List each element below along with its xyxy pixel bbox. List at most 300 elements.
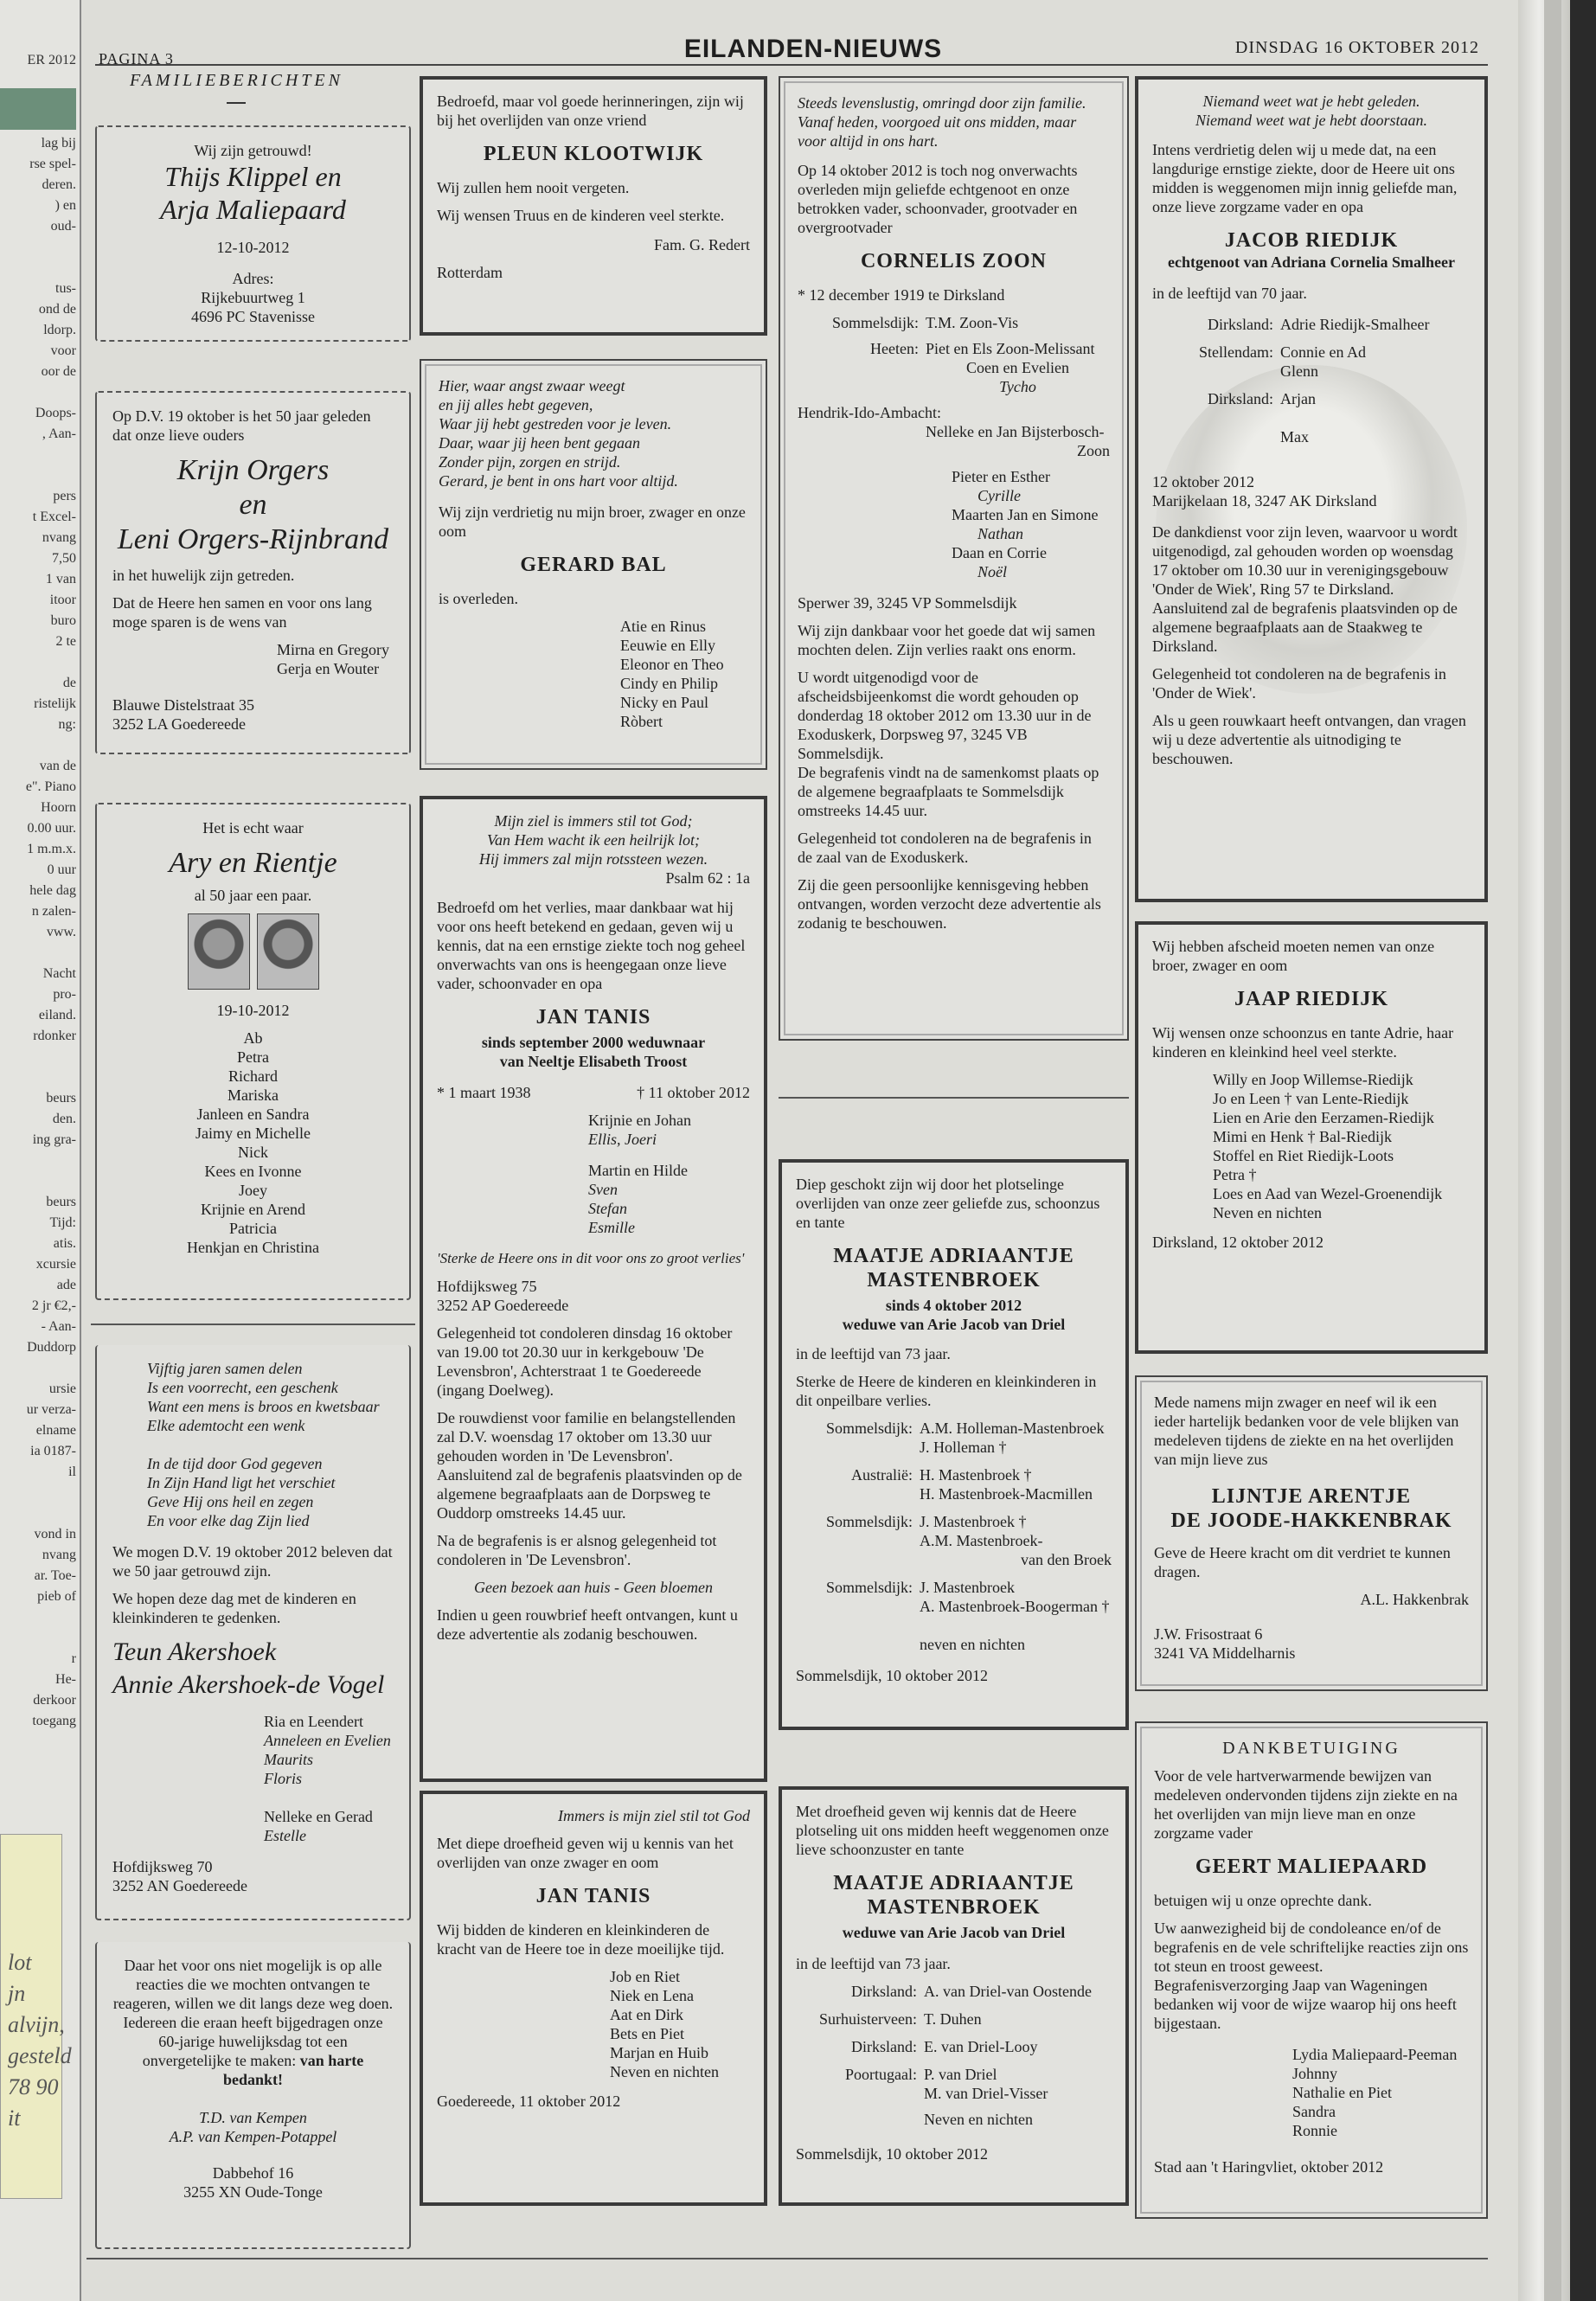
cornelis-addr: Sperwer 39, 3245 VP Sommelsdijk xyxy=(798,594,1017,612)
cornelis-poem-line: Steeds levenslustig, omringd door zijn familie. xyxy=(798,94,1086,112)
kempen-name-1: T.D. van Kempen xyxy=(199,2109,307,2126)
tanis-poem-line: Van Hem wacht ik een heilrijk lot; xyxy=(487,831,700,849)
previous-page-line: voor xyxy=(50,343,76,358)
tanis2-family-member: Marjan en Huib xyxy=(610,2044,708,2061)
gerard-name: GERARD BAL xyxy=(520,554,667,576)
maatje2-members xyxy=(924,2065,1112,2103)
orgers-intro: Op D.V. 19 oktober is het 50 jaar geleden dat onze lieve ouders xyxy=(112,407,371,444)
maatje1-place: Sommelsdijk: xyxy=(825,1420,913,1437)
maatje2-age: in de leeftijd van 73 jaar. xyxy=(796,1955,951,1972)
previous-page-line: xcursie xyxy=(35,1257,76,1272)
previous-page-line: Hoorn xyxy=(41,800,76,815)
orgers-kid: Gerja en Wouter xyxy=(277,660,380,677)
previous-page-strip xyxy=(0,0,81,2301)
previous-page-line xyxy=(26,465,76,486)
maatje1-place: Australië: xyxy=(851,1466,913,1484)
orgers-addr-1: Blauwe Distelstraat 35 xyxy=(112,696,254,714)
jacob-p1: De dankdienst voor zijn leven, waarvoor u wordt uitgenodigd, zal gehouden worden op woensdag 17 oktober om 10.30 uur in verenigingsgebouw 'Onder de Wiek', Ring 57 te Dirksland. Aansluitend zal de begrafenis plaatsvinden op de algemene begraafplaats aan de Staakweg te Dirksland. xyxy=(1152,523,1458,655)
tanis2-family-member: Aat en Dirk xyxy=(610,2006,683,2023)
previous-page-line: He- xyxy=(55,1672,76,1687)
gerard-family-member: Ròbert xyxy=(620,713,663,730)
maatje1-row xyxy=(796,1465,1112,1503)
maatje1-member: H. Mastenbroek † xyxy=(920,1466,1032,1484)
ary-kid: Joey xyxy=(239,1182,267,1199)
jaap-place: Dirksland, 12 oktober 2012 xyxy=(1152,1234,1324,1251)
gerard-poem-line: Zonder pijn, zorgen en strijd. xyxy=(439,453,621,471)
cornelis-member: Tycho xyxy=(999,378,1036,395)
previous-page-line: nvang xyxy=(42,1548,76,1562)
wife-photo xyxy=(257,913,319,990)
maatje1-place: Sommelsdijk: xyxy=(825,1513,913,1530)
cornelis-member: Nelleke en Jan Bijsterbosch- xyxy=(926,423,1105,440)
akershoek-kids xyxy=(112,1712,394,1845)
previous-page-line: , Aan- xyxy=(42,426,76,441)
jan-tanis-2-ad xyxy=(420,1791,767,2206)
previous-page-line xyxy=(26,71,76,92)
maatje2-place: Poortugaal: xyxy=(845,2066,917,2083)
maatje1-member: neven en nichten xyxy=(920,1636,1025,1653)
kempen-name-2: A.P. van Kempen-Potappel xyxy=(169,2128,337,2145)
maatje1-place: Sommelsdijk, 10 oktober 2012 xyxy=(796,1667,988,1684)
gerard-family-member: Eeuwie en Elly xyxy=(620,637,715,654)
akershoek-poem-line: En voor elke dag Zijn lied xyxy=(147,1512,310,1529)
jaap-family-member: Lien en Arie den Eerzamen-Riedijk xyxy=(1213,1109,1434,1126)
jacob-row xyxy=(1152,343,1471,381)
yellow-ad-line: it xyxy=(8,2106,21,2131)
previous-page-line: 0 uur xyxy=(47,862,76,877)
lijntje-addr-1: J.W. Frisostraat 6 xyxy=(1154,1625,1263,1643)
geert-family-member: Johnny xyxy=(1292,2065,1338,2082)
maatje1-place: Sommelsdijk: xyxy=(825,1579,913,1596)
tanis2-name: JAN TANIS xyxy=(535,1885,651,1907)
geert-family-member: Nathalie en Piet xyxy=(1292,2084,1392,2101)
jacob-place: Dirksland: xyxy=(1208,316,1273,333)
jacob-content xyxy=(1152,92,1471,768)
akershoek-poem-line: Elke ademtocht een wenk xyxy=(147,1417,305,1434)
geert-p1: Uw aanwezigheid bij de condoleance en/of de begrafenis en de vele schriftelijke reacties zijn ons tot steun en troost geweest. xyxy=(1154,1920,1469,1975)
previous-page-line: il xyxy=(68,1465,76,1479)
jan-tanis-ad xyxy=(420,796,767,1782)
previous-page-line: 1 m.m.x. xyxy=(27,842,76,856)
previous-page-line: vww. xyxy=(46,925,76,939)
previous-page-line: den. xyxy=(52,1112,76,1126)
cornelis-poem xyxy=(798,93,1110,151)
previous-page-line xyxy=(26,382,76,403)
akershoek-poem-line: Is een voorrecht, een geschenk xyxy=(147,1379,338,1396)
klootwijk-line-2: Wij wensen Truus en de kinderen veel sterkte. xyxy=(437,207,725,224)
gerard-poem xyxy=(439,376,748,490)
kempen-text xyxy=(112,1956,394,2089)
ary-kid: Patricia xyxy=(229,1220,277,1237)
jaap-family-member: Petra † xyxy=(1213,1166,1257,1183)
tanis-family xyxy=(437,1111,750,1237)
cornelis-place: Sommelsdijk: xyxy=(831,314,919,331)
jacob-row xyxy=(1152,389,1471,446)
tanis2-family-member: Neven en nichten xyxy=(610,2063,719,2080)
cornelis-poem-line: voor altijd in ons hart. xyxy=(798,132,939,150)
previous-page-line: Nacht xyxy=(42,966,76,981)
gerard-family-member: Cindy en Philip xyxy=(620,675,719,692)
previous-page-line xyxy=(26,1067,76,1088)
jaap-riedijk-ad xyxy=(1135,921,1488,1354)
lijntje-intro: Mede namens mijn zwager en neef wil ik een ieder hartelijk bedanken voor de vele blijken van medeleven tijdens de ziekte en na het overlijden van mijn lieve zus xyxy=(1154,1394,1459,1468)
masthead: EILANDEN-NIEUWS xyxy=(683,35,943,63)
orgers-addr-2: 3252 LA Goedereede xyxy=(112,715,246,733)
previous-page-line xyxy=(26,1483,76,1503)
akershoek-poem-line: In Zijn Hand ligt het verschiet xyxy=(147,1474,336,1491)
cornelis-member: Daan en Corrie xyxy=(952,544,1047,561)
jaap-family-member: Jo en Leen † van Lente-Riedijk xyxy=(1213,1090,1409,1107)
maatje1-sub-2: weduwe van Arie Jacob van Driel xyxy=(842,1316,1066,1333)
previous-page-text xyxy=(26,50,76,1732)
page-edge-shadow xyxy=(1544,0,1561,2301)
cornelis-member: Maarten Jan en Simone xyxy=(952,506,1099,523)
maatje2-name-2: MASTENBROEK xyxy=(867,1896,1041,1919)
geert-thanks: betuigen wij u onze oprechte dank. xyxy=(1154,1892,1372,1909)
gerard-died: is overleden. xyxy=(439,590,518,607)
previous-page-line: vond in xyxy=(34,1527,76,1541)
previous-page-line: ia 0187- xyxy=(30,1444,76,1458)
yellow-ad-fragment xyxy=(0,1834,72,2199)
wedding-addr-2: 4696 PC Stavenisse xyxy=(190,308,315,325)
geert-family-member: Ronnie xyxy=(1292,2122,1337,2139)
previous-page-line: de xyxy=(62,676,76,690)
gerard-family-member: Nicky en Paul xyxy=(620,694,708,711)
maatje1-member: van den Broek xyxy=(1021,1551,1112,1568)
previous-page-line: ing gra- xyxy=(32,1132,76,1147)
previous-page-line: 2 jr €2,- xyxy=(31,1298,76,1313)
tanis-p2: De rouwdienst voor familie en belangstellenden zal D.V. woensdag 17 oktober om 13.30 uur gehouden worden in 'De Levensbron'. Aansluitend zal de begrafenis plaatsvinden op de algemene begraafplaats aan de Dorpsweg te Ouddorp omstreeks 14.45 uur. xyxy=(437,1409,742,1522)
lijntje-name-2: DE JOODE-HAKKENBRAK xyxy=(1170,1509,1452,1532)
tanis2-poem: Immers is mijn ziel stil tot God xyxy=(557,1807,750,1824)
previous-page-line xyxy=(26,1150,76,1171)
previous-page-line: Duddorp xyxy=(27,1340,76,1355)
akershoek-name-1: Teun Akershoek xyxy=(112,1638,277,1666)
maatje1-members xyxy=(920,1512,1112,1569)
lijntje-wish: Geve de Heere kracht om dit verdriet te kunnen dragen. xyxy=(1154,1544,1451,1580)
akershoek-kid xyxy=(264,1788,394,1807)
ary-names: Ary en Rientje xyxy=(169,847,337,879)
previous-page-line: rdonker xyxy=(33,1029,76,1043)
tanis-no-visit: Geen bezoek aan huis - Geen bloemen xyxy=(474,1579,713,1596)
maatje2-member: T. Duhen xyxy=(924,2010,982,2028)
previous-page-line: ar. Toe- xyxy=(34,1568,76,1583)
yellow-ad-line: 78 90 xyxy=(8,2074,59,2099)
previous-page-line: toegang xyxy=(32,1714,76,1728)
cornelis-p2: U wordt uitgenodigd voor de afscheidsbijeenkomst die wordt gehouden op donderdag 18 oktober 2012 om 13.30 uur in de Exoduskerk, Dorpsweg 97, 3245 VB Sommelsdijk. xyxy=(798,669,1092,762)
maatje2-name-1: MAATJE ADRIAANTJE xyxy=(833,1872,1074,1894)
previous-page-line: ur verza- xyxy=(26,1402,76,1417)
previous-page-line: beurs xyxy=(46,1195,76,1209)
jacob-p2: Gelegenheid tot condoleren na de begrafenis in 'Onder de Wiek'. xyxy=(1152,665,1446,702)
tanis2-family-member: Niek en Lena xyxy=(610,1987,694,2004)
previous-page-line: lag bij xyxy=(41,136,76,151)
gerard-intro: Wij zijn verdrietig nu mijn broer, zwager en onze oom xyxy=(439,503,746,540)
akershoek-text-1: We mogen D.V. 19 oktober 2012 beleven dat we 50 jaar getrouwd zijn. xyxy=(112,1543,393,1580)
orgers-kid: Mirna en Gregory xyxy=(277,641,389,658)
previous-page-line xyxy=(26,652,76,673)
previous-page-line: - Aan- xyxy=(41,1319,76,1334)
tanis-quote: 'Sterke de Heere ons in dit voor ons zo groot verlies' xyxy=(437,1250,745,1266)
klootwijk-place: Rotterdam xyxy=(437,264,503,281)
maatje1-sub-1: sinds 4 oktober 2012 xyxy=(885,1297,1022,1314)
previous-page-line: 1 van xyxy=(45,572,76,586)
tanis-ref: Psalm 62 : 1a xyxy=(665,869,750,887)
cornelis-p1: Wij zijn dankbaar voor het goede dat wij samen mochten delen. Zijn verlies raakt ons enorm. xyxy=(798,622,1096,658)
maatje1-name-1: MAATJE ADRIAANTJE xyxy=(833,1245,1074,1267)
tanis-dates xyxy=(437,1083,750,1102)
jaap-name: JAAP RIEDIJK xyxy=(1234,988,1389,1010)
previous-page-line xyxy=(26,1171,76,1192)
page-header xyxy=(95,35,1488,66)
ary-kid: Richard xyxy=(228,1067,278,1085)
jacob-date: 12 oktober 2012 xyxy=(1152,473,1254,490)
tanis2-family-member: Bets en Piet xyxy=(610,2025,684,2042)
jaap-wish: Wij wensen onze schoonzus en tante Adrie, haar kinderen en kleinkind heel veel sterkte. xyxy=(1152,1024,1454,1061)
ary-kid: Janleen en Sandra xyxy=(196,1106,310,1123)
previous-page-line: beurs xyxy=(46,1091,76,1106)
maatje1-row xyxy=(796,1419,1112,1457)
jacob-addr: Marijkelaan 18, 3247 AK Dirksland xyxy=(1152,492,1377,510)
akershoek-kid: Anneleen en Evelien xyxy=(264,1732,391,1749)
tanis-fam-2-kid: Stefan xyxy=(588,1200,627,1217)
maatje1-members xyxy=(920,1465,1112,1503)
akershoek-kid: Estelle xyxy=(264,1827,306,1844)
gerard-poem-line: Waar jij hebt gestreden voor je leven. xyxy=(439,415,672,433)
jacob-name: JACOB RIEDIJK xyxy=(1224,229,1399,252)
wedding-klippel-ad xyxy=(95,125,411,342)
orgers-en: en xyxy=(239,489,267,521)
previous-page-line: t Excel- xyxy=(32,510,76,524)
gerard-poem-line: Hier, waar angst zwaar weegt xyxy=(439,377,625,394)
tanis-name: JAN TANIS xyxy=(535,1006,651,1029)
geert-intro: Voor de vele hartverwarmende bewijzen van medeleven ondervonden tijdens zijn ziekte en na het overlijden van mijn lieve man en onze zorgzame vader xyxy=(1154,1767,1458,1842)
klootwijk-sign: Fam. G. Redert xyxy=(654,236,750,253)
kempen-addr-1: Dabbehof 16 xyxy=(212,2164,294,2182)
maatje2-row xyxy=(796,2009,1112,2029)
ary-kid: Henkjan en Christina xyxy=(187,1239,319,1256)
previous-page-line: e". Piano xyxy=(25,779,76,794)
jacob-p3: Als u geen rouwkaart heeft ontvangen, dan vragen wij u deze advertentie als uitnodiging te beschouwen. xyxy=(1152,712,1466,767)
akershoek-addr-2: 3252 AN Goedereede xyxy=(112,1877,247,1894)
yellow-ad-line: lot xyxy=(8,1950,32,1975)
previous-page-line xyxy=(26,237,76,258)
maatje2-member: E. van Driel-Looy xyxy=(924,2038,1038,2055)
klootwijk-ad xyxy=(420,76,767,336)
previous-page-line: 0.00 uur. xyxy=(27,821,76,836)
maatje1-member: H. Mastenbroek-Macmillen xyxy=(920,1485,1093,1503)
previous-page-line: ng: xyxy=(58,717,76,732)
akershoek-poem-line: Geve Hij ons heil en zegen xyxy=(147,1493,314,1510)
tanis-p1: Gelegenheid tot condoleren dinsdag 16 oktober van 19.00 tot 20.30 uur in kerkgebouw 'De Levensbron', Achterstraat 1 te Goedereede (ingang Doelweg). xyxy=(437,1324,733,1399)
kempen-bold: van harte bedankt! xyxy=(222,2052,364,2088)
yellow-ad-line: gesteld xyxy=(8,2043,72,2068)
lijntje-sign: A.L. Hakkenbrak xyxy=(1360,1591,1469,1608)
previous-page-line xyxy=(26,258,76,279)
previous-page-line xyxy=(26,943,76,964)
previous-page-line xyxy=(26,1503,76,1524)
page-bottom-rule xyxy=(87,2258,1488,2259)
maatje1-family-table xyxy=(796,1419,1112,1654)
maatje2-sub: weduwe van Arie Jacob van Driel xyxy=(842,1924,1066,1941)
klootwijk-intro: Bedroefd, maar vol goede herinneringen, zijn wij bij het overlijden van onze vriend xyxy=(437,93,744,129)
cornelis-name: CORNELIS ZOON xyxy=(860,250,1048,272)
maatje1-members xyxy=(920,1419,1112,1457)
jacob-member xyxy=(1280,408,1471,427)
previous-page-line: rse spel- xyxy=(29,157,76,171)
previous-page-line: atis. xyxy=(53,1236,76,1251)
gerard-poem-line: Daar, waar jij heen bent gegaan xyxy=(439,434,640,452)
akershoek-kid: Maurits xyxy=(264,1751,314,1768)
tanis-fam-2-kid: Esmille xyxy=(588,1219,635,1236)
maatje2-members xyxy=(924,2009,1112,2029)
maatje2-member: M. van Driel-Visser xyxy=(924,2085,1048,2102)
tanis-sub-2: van Neeltje Elisabeth Troost xyxy=(499,1053,688,1070)
previous-page-line: itoor xyxy=(49,593,76,607)
ary-years: al 50 jaar een paar. xyxy=(194,887,312,904)
jacob-members xyxy=(1280,343,1471,381)
gerard-family-member: Eleonor en Theo xyxy=(620,656,724,673)
cornelis-poem-line: Vanaf heden, voorgoed uit ons midden, maar xyxy=(798,113,1077,131)
akershoek-poem-line: Vijftig jaren samen delen xyxy=(147,1360,303,1377)
akershoek-name-2: Annie Akershoek-de Vogel xyxy=(112,1670,385,1699)
gerard-poem-line: Gerard, je bent in ons hart voor altijd. xyxy=(439,472,678,490)
jacob-member: Arjan xyxy=(1280,390,1316,407)
tanis-fam-2: Martin en Hilde xyxy=(588,1162,688,1179)
maatje1-members xyxy=(920,1578,1112,1654)
jacob-riedijk-ad xyxy=(1135,76,1488,902)
maatje2-place: Sommelsdijk, 10 oktober 2012 xyxy=(796,2145,988,2163)
previous-page-line: van de xyxy=(39,759,76,773)
tanis-p3: Na de begrafenis is er alsnog gelegenheid tot condoleren in 'De Levensbron'. xyxy=(437,1532,717,1568)
akershoek-text-2: We hopen deze dag met de kinderen en kleinkinderen te gedenken. xyxy=(112,1590,356,1626)
akershoek-poem xyxy=(112,1359,394,1530)
cornelis-place-hia: Hendrik-Ido-Ambacht: xyxy=(798,404,941,421)
ary-date: 19-10-2012 xyxy=(216,1002,290,1019)
maatje1-name-2: MASTENBROEK xyxy=(867,1269,1041,1292)
cornelis-member: T.M. Zoon-Vis xyxy=(926,314,1019,331)
maatje2-place: Surhuisterveen: xyxy=(819,2010,917,2028)
previous-page-line: pro- xyxy=(53,987,76,1002)
jaap-family-member: Loes en Aad van Wezel-Groenendijk xyxy=(1213,1185,1443,1202)
previous-page-line: Tijd: xyxy=(49,1215,76,1230)
maatje1-row xyxy=(796,1578,1112,1654)
cornelis-member: Noël xyxy=(977,563,1007,580)
tanis-fam-2-kid: Sven xyxy=(588,1181,618,1198)
tanis-died: † 11 oktober 2012 xyxy=(637,1084,750,1101)
cornelis-member: Piet en Els Zoon-Melissant xyxy=(926,340,1095,357)
maatje2-row xyxy=(796,1982,1112,2001)
maatje2-family-table xyxy=(796,1982,1112,2103)
maatje2-member: A. van Driel-van Oostende xyxy=(924,1983,1092,2000)
ary-kid: Mariska xyxy=(228,1086,279,1104)
jaap-family-member: Willy en Joop Willemse-Riedijk xyxy=(1213,1071,1413,1088)
gerard-bal-ad xyxy=(420,359,767,770)
jaap-family-member: Mimi en Henk † Bal-Riedijk xyxy=(1213,1128,1392,1145)
ary-kid: Jaimy en Michelle xyxy=(195,1125,311,1142)
divider xyxy=(91,1324,415,1325)
jacob-row xyxy=(1152,315,1471,334)
maatje-mastenbroek-ad-2 xyxy=(779,1786,1129,2206)
lijntje-ad xyxy=(1135,1375,1488,1691)
cornelis-member: Pieter en Esther xyxy=(952,468,1050,485)
ary-kid: Ab xyxy=(243,1029,263,1047)
cornelis-zoon-ad xyxy=(779,76,1129,1041)
jacob-age: in de leeftijd van 70 jaar. xyxy=(1152,285,1307,302)
previous-page-line: ond de xyxy=(38,302,76,317)
maatje2-intro: Met droefheid geven wij kennis dat de Heere plotseling uit ons midden heeft weggenomen onze lieve schoonzuster en tante xyxy=(796,1803,1109,1858)
wedding-name-2: Arja Maliepaard xyxy=(160,194,346,225)
couple-photo xyxy=(112,913,394,994)
jacob-member: Connie en Ad xyxy=(1280,343,1366,361)
cornelis-p5: Zij die geen persoonlijke kennisgeving hebben ontvangen, worden verzocht deze advertentie als zodanig te beschouwen. xyxy=(798,876,1101,932)
akershoek-kid: Nelleke en Gerad xyxy=(264,1808,373,1825)
ary-kid: Kees en Ivonne xyxy=(204,1163,302,1180)
previous-page-line xyxy=(26,1047,76,1067)
kempen-thanks-ad xyxy=(95,1942,411,2249)
previous-page-line xyxy=(26,112,76,133)
jacob-place: Dirksland: xyxy=(1208,390,1273,407)
ary-kid: Petra xyxy=(237,1048,269,1066)
jacob-place: Stellendam: xyxy=(1199,343,1273,361)
previous-page-line: eiland. xyxy=(38,1008,76,1022)
previous-page-line xyxy=(26,1358,76,1379)
previous-page-line xyxy=(26,92,76,112)
geert-p2: Begrafenisverzorging Jaap van Wageningen bedanken wij voor de wijze waarop hij ons heeft bijgestaan. xyxy=(1154,1977,1457,2032)
maatje2-member: P. van Driel xyxy=(924,2066,997,2083)
tanis2-intro: Met diepe droefheid geven wij u kennis van het overlijden van onze zwager en oom xyxy=(437,1835,734,1871)
previous-page-line: ldorp. xyxy=(43,323,76,337)
previous-page-line: n zalen- xyxy=(31,904,76,919)
previous-page-line: buro xyxy=(50,613,76,628)
jacob-members xyxy=(1280,315,1471,334)
previous-page-line xyxy=(26,445,76,465)
previous-page-line xyxy=(26,1628,76,1649)
tanis-p4: Indien u geen rouwbrief heeft ontvangen, kunt u deze advertentie als zodanig beschouwen. xyxy=(437,1606,738,1643)
maatje2-members xyxy=(924,2037,1112,2056)
geert-maliepaard-ad xyxy=(1135,1721,1488,2219)
cornelis-born: * 12 december 1919 te Dirksland xyxy=(798,286,1005,304)
maatje2-members xyxy=(924,1982,1112,2001)
kempen-addr-2: 3255 XN Oude-Tonge xyxy=(183,2183,323,2201)
jaap-family-member: Neven en nichten xyxy=(1213,1204,1322,1221)
tanis-fam-1-kids: Ellis, Joeri xyxy=(588,1131,657,1148)
tanis2-family-member: Job en Riet xyxy=(610,1968,680,1985)
maatje2-row xyxy=(796,2037,1112,2056)
jacob-member: Glenn xyxy=(1280,362,1318,380)
previous-page-line: deren. xyxy=(42,177,76,192)
wedding-addr-label: Adres: xyxy=(232,270,274,287)
previous-page-line: ) en xyxy=(54,198,76,213)
jacob-intro: Intens verdrietig delen wij u mede dat, na een langdurige ernstige ziekte, door de Heere uit ons midden is weggenomen mijn innig geliefde man, onze lieve zorgzame vader en opa xyxy=(1152,141,1458,215)
jacob-member: Max xyxy=(1280,428,1309,445)
previous-page-line: oud- xyxy=(50,219,76,234)
maatje1-member: J. Holleman † xyxy=(920,1439,1007,1456)
maatje1-member: J. Mastenbroek † xyxy=(920,1513,1027,1530)
geert-family xyxy=(1154,2045,1469,2140)
issue-date: DINSDAG 16 OKTOBER 2012 xyxy=(1234,38,1479,57)
cornelis-member: Cyrille xyxy=(977,487,1021,504)
tanis-sub-1: sinds september 2000 weduwnaar xyxy=(481,1034,706,1051)
lijntje-addr-2: 3241 VA Middelharnis xyxy=(1154,1644,1296,1662)
jacob-poem-1: Niemand weet wat je hebt geleden. xyxy=(1202,93,1420,110)
jacob-members xyxy=(1280,389,1471,446)
previous-page-line: oor de xyxy=(41,364,76,379)
geert-name: GEERT MALIEPAARD xyxy=(1195,1856,1428,1878)
maatje2-row xyxy=(796,2065,1112,2103)
jaap-family-member: Stoffel en Riet Riedijk-Loots xyxy=(1213,1147,1394,1164)
tanis2-place: Goedereede, 11 oktober 2012 xyxy=(437,2093,621,2110)
